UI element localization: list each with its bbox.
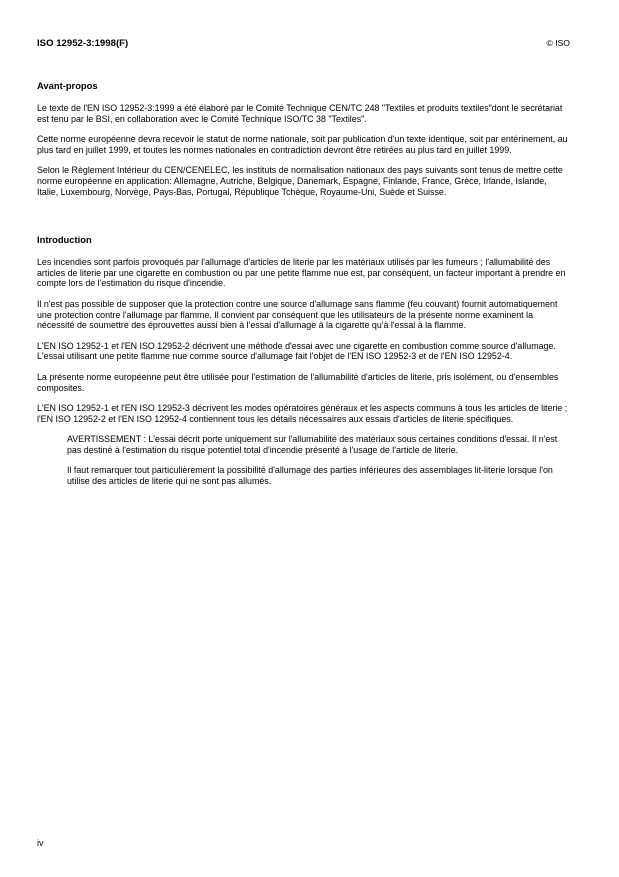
introduction-paragraph: L'EN ISO 12952-1 et l'EN ISO 12952-2 décrivent une méthode d'essai avec une cigarette en combustion comme source d'allumage. L'essai utilisant une petite flamme nue comme source d'allumage fait l'objet de l'EN ISO 12952-3 et de l'EN ISO 12952-4.	[37, 340, 556, 362]
introduction-paragraph: Il n'est pas possible de supposer que la protection contre une source d'allumage sans flamme (feu couvant) fournit automatiquement une protection contre l'allumage par flamme. Il convient par conséquent que les utilisateurs de la présente norme examinent la nécessité de soumettre des éprouvettes aussi bien à l'essai d'allumage à la cigarette qu'à l'essai à la flamme.	[37, 298, 558, 331]
page-header	[37, 38, 570, 52]
introduction-section	[37, 234, 570, 487]
introduction-heading: Introduction	[37, 234, 92, 246]
foreword-paragraph: Selon le Règlement Intérieur du CEN/CENELEC, les instituts de normalisation nationaux des pays suivants sont tenus de mettre cette norme européenne en application: Allemagne, Autriche, Belgique, Danemark, Espagne, Finlande, France, Grèce, Irlande, Islande, Italie, Luxembourg, Norvège, Pays-Bas, Portugal, République Tchèque, Royaume-Uni, Suède et Suisse.	[37, 165, 563, 197]
document-id: ISO 12952-3:1998(F)	[37, 38, 129, 49]
introduction-paragraph: La présente norme européenne peut être utilisée pour l'estimation de l'allumabilité d'articles de literie, pris isolément, ou d'ensembles composites.	[37, 371, 559, 393]
foreword-paragraph: Le texte de l'EN ISO 12952-3:1999 a été élaboré par le Comité Technique CEN/TC 248 "Textiles et produits textiles"dont le secrétariat est tenu par le BSI, en collaboration avec le Comité Technique ISO/TC 38 "Textiles".	[37, 103, 563, 124]
foreword-heading: Avant-propos	[37, 80, 98, 91]
note-paragraph: Il faut remarquer tout particulièrement la possibilité d'allumage des parties inférieures des assemblages lit-literie lorsque l'on utilise des articles de literie qui ne sont pas allumés.	[67, 465, 553, 487]
introduction-paragraph: L'EN ISO 12952-1 et l'EN ISO 12952-3 décrivent les modes opératoires généraux et les aspects communs à tous les articles de literie ; l'EN ISO 12952-2 et l'EN ISO 12952-4 contiennent tous les détails nécessaires aux essais d'articles de literie spécifiques.	[37, 403, 568, 424]
introduction-paragraph: Les incendies sont parfois provoqués par l'allumage d'articles de literie par les matériaux utilisés par les fumeurs ; l'allumabilité des articles de literie par une cigarette en combustion ou par une petite flamme nue est, par conséquent, un facteur important à prendre en compte lors de l'estimation du risque d'incendie.	[37, 257, 566, 289]
foreword-paragraph: Cette norme européenne devra recevoir le statut de norme nationale, soit par publication d'un texte identique, soit par entérinement, au plus tard en juillet 1999, et toutes les normes nationales en contradiction devront être retirées au plus tard en juillet 1999.	[37, 134, 568, 155]
page-number: iv	[37, 838, 44, 848]
warning-paragraph: AVERTISSEMENT : L'essai décrit porte uniquement sur l'allumabilité des matériaux sous certaines conditions d'essai. Il n'est pas destiné à l'estimation du risque potentiel total d'incendie présenté à l'usage de l'article de literie.	[67, 434, 558, 455]
document-body	[37, 80, 570, 497]
copyright-notice: © ISO	[546, 38, 570, 48]
foreword-section	[37, 80, 570, 197]
section-spacer	[37, 207, 570, 234]
